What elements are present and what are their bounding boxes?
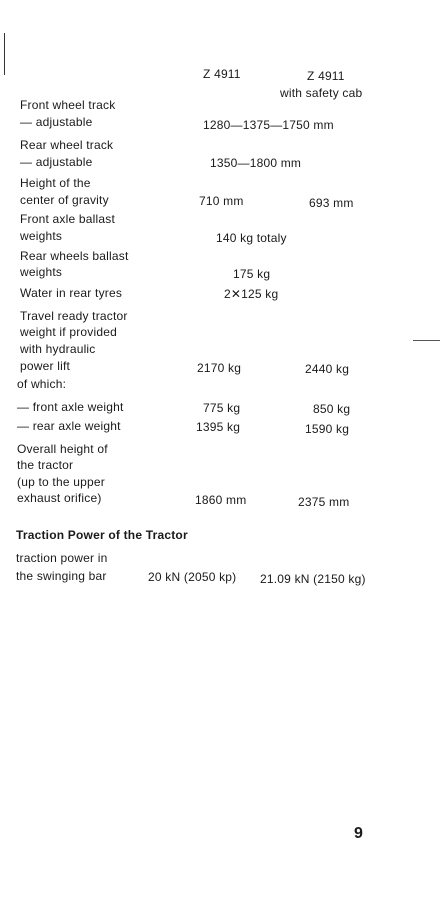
row-label: Front axle ballast: [20, 212, 115, 226]
row-label: Height of the: [20, 176, 91, 190]
row-label: weights: [20, 265, 63, 279]
margin-mark-right: [413, 340, 440, 341]
row-value: 2✕125 kg: [224, 287, 279, 301]
row-value-cab: 1590 kg: [305, 422, 350, 436]
row-label: Water in rear tyres: [20, 286, 123, 300]
row-label: traction power in: [16, 551, 108, 565]
header-model: Z 4911: [203, 67, 241, 81]
row-label: the swinging bar: [16, 569, 107, 583]
section-title: Traction Power of the Tractor: [16, 528, 188, 542]
row-label: — adjustable: [20, 115, 93, 129]
row-label: power lift: [20, 359, 71, 373]
row-label: the tractor: [17, 458, 74, 472]
row-label: Travel ready tractor: [20, 309, 128, 323]
row-value-cab: 2440 kg: [305, 362, 350, 376]
row-value-standard: 710 mm: [199, 194, 244, 208]
row-value-cab: 850 kg: [313, 402, 351, 416]
row-label: — adjustable: [20, 155, 93, 169]
row-value: 1280—1375—1750 mm: [203, 118, 334, 132]
row-label: Overall height of: [17, 442, 108, 456]
row-label: — front axle weight: [17, 400, 124, 414]
row-value-standard: 1860 mm: [195, 493, 247, 507]
row-value-standard: 775 kg: [203, 401, 241, 415]
row-value: 1350—1800 mm: [210, 156, 302, 170]
row-value-standard: 1395 kg: [196, 420, 241, 434]
header-model-cab-note: with safety cab: [280, 86, 363, 100]
row-label: of which:: [17, 377, 67, 391]
margin-mark-left: [4, 33, 5, 75]
row-label: with hydraulic: [20, 342, 96, 356]
row-value-cab: 2375 mm: [298, 495, 350, 509]
page-number: 9: [354, 825, 364, 842]
row-label: — rear axle weight: [17, 419, 121, 433]
row-label: weight if provided: [20, 325, 117, 339]
row-label: Rear wheels ballast: [20, 249, 129, 263]
row-value-standard: 20 kN (2050 kp): [148, 570, 237, 584]
row-label: weights: [20, 229, 63, 243]
row-value: 140 kg totaly: [216, 231, 287, 245]
header-model-cab: Z 4911: [307, 69, 345, 83]
row-label: Rear wheel track: [20, 138, 114, 152]
row-label: (up to the upper: [17, 475, 105, 489]
row-value: 175 kg: [233, 267, 271, 281]
row-label: center of gravity: [20, 193, 109, 207]
row-label: exhaust orifice): [17, 491, 102, 505]
row-value-standard: 2170 kg: [197, 361, 242, 375]
row-label: Front wheel track: [20, 98, 116, 112]
row-value-cab: 21.09 kN (2150 kg): [260, 572, 366, 586]
row-value-cab: 693 mm: [309, 196, 354, 210]
